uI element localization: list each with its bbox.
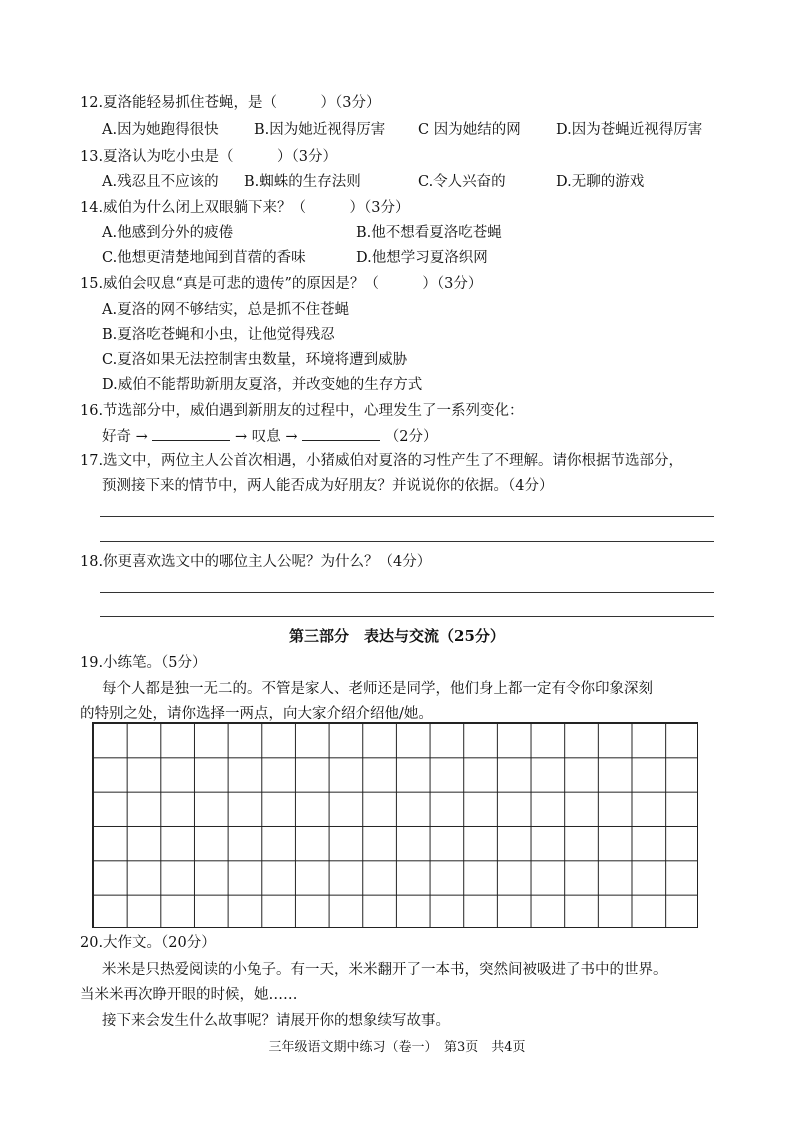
writing-grid[interactable] xyxy=(92,722,698,928)
q17-answer-line-1[interactable] xyxy=(100,516,714,517)
q18-answer-line-1[interactable] xyxy=(100,592,714,593)
q15-option-b: B.夏洛吃苍蝇和小虫，让他觉得残忍 xyxy=(102,327,335,343)
q20-prompt-line2: 当米米再次睁开眼的时候，她…… xyxy=(80,987,298,1003)
q13-stem: 13.夏洛认为吃小虫是（ ）（3分） xyxy=(80,149,338,165)
q12-stem: 12.夏洛能轻易抓住苍蝇，是（ ）（3分） xyxy=(80,95,381,111)
q17-stem-line1: 17.选文中，两位主人公首次相遇，小猪威伯对夏洛的习性产生了不理解。请你根据节选部分， xyxy=(80,453,684,469)
q14-option-a: A.他感到分外的疲倦 xyxy=(102,225,234,241)
q12-option-d: D.因为苍蝇近视得厉害 xyxy=(556,122,703,138)
q16-word-curious: 好奇 → xyxy=(102,429,148,445)
q16-answer-row xyxy=(102,426,437,447)
q19-prompt-line2: 的特别之处，请你选择一两点，向大家介绍介绍他/她。 xyxy=(80,706,433,722)
q14-option-d: D.他想学习夏洛织网 xyxy=(356,250,488,266)
q14-stem: 14.威伯为什么闭上双眼躺下来？（ ）（3分） xyxy=(80,200,410,216)
q20-prompt-line1: 米米是只热爱阅读的小兔子。有一天，米米翻开了一本书，突然间被吸进了书中的世界。 xyxy=(102,962,668,978)
q17-stem-line2: 预测接下来的情节中，两人能否成为好朋友？并说说你的依据。（4分） xyxy=(102,478,554,494)
q13-option-d: D.无聊的游戏 xyxy=(556,174,645,190)
q14-option-c: C.他想更清楚地闻到苜蓿的香味 xyxy=(102,250,306,266)
q14-option-b: B.他不想看夏洛吃苍蝇 xyxy=(356,225,502,241)
q13-option-c: C.令人兴奋的 xyxy=(418,174,506,190)
q18-answer-line-2[interactable] xyxy=(100,616,714,617)
q15-option-d: D.威伯不能帮助新朋友夏洛，并改变她的生存方式 xyxy=(102,377,423,393)
section-3-title: 第三部分 表达与交流（25分） xyxy=(289,627,505,645)
q13-option-a: A.残忍且不应该的 xyxy=(102,174,219,190)
q15-option-c: C.夏洛如果无法控制害虫数量，环境将遭到威胁 xyxy=(102,352,408,368)
q16-blank-1[interactable] xyxy=(152,426,230,441)
q12-option-b: B.因为她近视得厉害 xyxy=(254,122,386,138)
q16-word-sigh: → 叹息 → xyxy=(234,429,298,445)
q19-stem: 19.小练笔。（5分） xyxy=(80,655,207,671)
q20-stem: 20.大作文。（20分） xyxy=(80,935,216,951)
q16-score: （2分） xyxy=(384,429,438,445)
q15-option-a: A.夏洛的网不够结实，总是抓不住苍蝇 xyxy=(102,302,350,318)
q12-option-a: A.因为她跑得很快 xyxy=(102,122,219,138)
q17-answer-line-2[interactable] xyxy=(100,541,714,542)
q16-stem: 16.节选部分中，威伯遇到新朋友的过程中，心理发生了一系列变化： xyxy=(80,403,524,419)
q20-prompt-line3: 接下来会发生什么故事呢？请展开你的想象续写故事。 xyxy=(102,1013,450,1029)
q12-option-c: C 因为她结的网 xyxy=(418,122,521,138)
page-footer: 三年级语文期中练习（卷一） 第3页 共4页 xyxy=(268,1040,526,1055)
q13-option-b: B.蜘蛛的生存法则 xyxy=(244,174,361,190)
q18-stem: 18.你更喜欢选文中的哪位主人公呢？为什么？（4分） xyxy=(80,554,432,570)
q15-stem: 15.威伯会叹息“真是可悲的遗传”的原因是？（ ）（3分） xyxy=(80,276,483,292)
q19-prompt-line1: 每个人都是独一无二的。不管是家人、老师还是同学，他们身上都一定有令你印象深刻 xyxy=(102,681,653,697)
q16-blank-2[interactable] xyxy=(302,426,380,441)
